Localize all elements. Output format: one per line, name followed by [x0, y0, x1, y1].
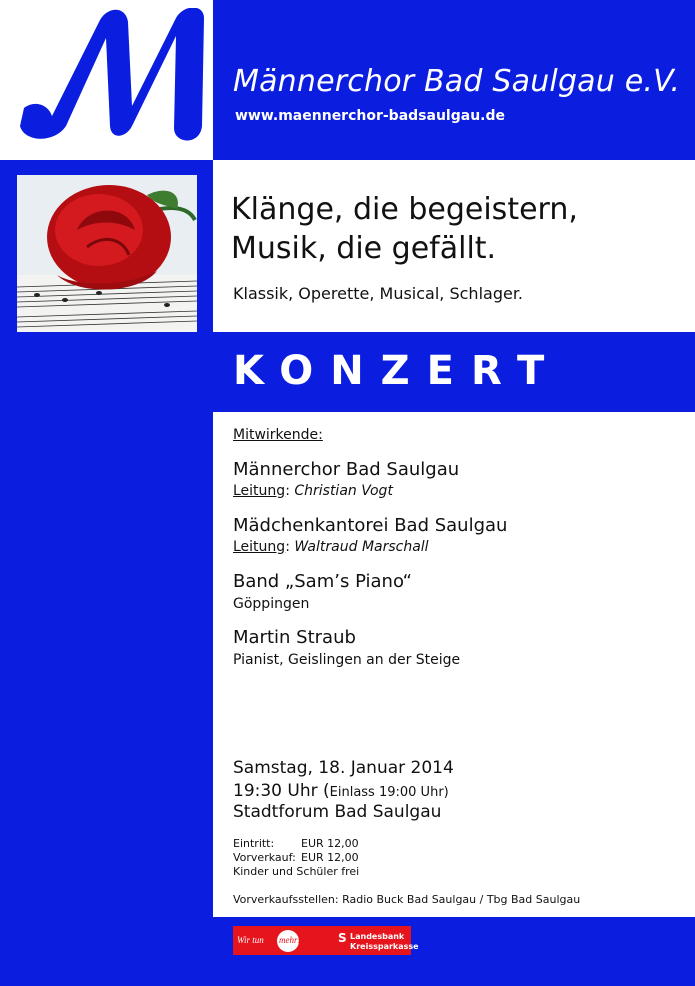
performer-detail: Pianist, Geislingen an der Steige — [233, 652, 461, 668]
logo-letter: M — [14, 8, 15, 9]
slogan-line-1: Klänge, die begeistern, — [231, 192, 578, 227]
leader-name: Christian Vogt — [294, 483, 393, 499]
presale-points: Vorverkaufsstellen: Radio Buck Bad Saulgau / Tbg Bad Saulgau — [233, 893, 581, 906]
konzert-heading: KONZERT — [233, 348, 562, 394]
start-time: 19:30 Uhr ( — [233, 781, 330, 801]
bank-name-line1: Landesbank — [350, 932, 405, 941]
leader-separator: : — [285, 483, 295, 499]
performer-name: Männerchor Bad Saulgau — [233, 459, 460, 480]
leader-label: Leitung — [233, 483, 286, 499]
performer-name: Mädchenkantorei Bad Saulgau — [233, 515, 508, 536]
sponsor-slogan-a: Wir tun — [237, 935, 264, 945]
doors-open: Einlass 19:00 Uhr) — [329, 785, 449, 800]
presale-price: EUR 12,00 — [301, 851, 359, 864]
leader-label: Leitung — [233, 539, 286, 555]
leader-name: Waltraud Marschall — [294, 539, 429, 555]
performer-name: Band „Sam’s Piano“ — [233, 571, 412, 592]
leader-separator: : — [285, 539, 295, 555]
m-logo — [14, 8, 204, 148]
bank-name-line2: Kreissparkasse — [350, 942, 419, 951]
performer-detail — [233, 483, 393, 499]
presale-label: Vorverkauf: — [233, 851, 296, 864]
sparkasse-icon: S — [338, 931, 347, 945]
performer-detail: Göppingen — [233, 596, 310, 612]
sponsor-banner — [233, 926, 419, 955]
rose-photo — [17, 175, 197, 332]
event-date: Samstag, 18. Januar 2014 — [233, 758, 454, 778]
slogan-line-2: Musik, die gefällt. — [231, 231, 497, 266]
event-venue: Stadtforum Bad Saulgau — [233, 802, 442, 822]
entry-label: Eintritt: — [233, 837, 275, 850]
performer-detail — [233, 539, 429, 555]
performer-name: Martin Straub — [233, 627, 356, 648]
participants-heading: Mitwirkende: — [233, 427, 323, 443]
event-time — [233, 781, 449, 801]
genres-line: Klassik, Operette, Musical, Schlager. — [233, 284, 524, 303]
logo-box — [0, 0, 213, 160]
free-entry-note: Kinder und Schüler frei — [233, 865, 360, 878]
website-link[interactable]: www.maennerchor-badsaulgau.de — [235, 108, 505, 124]
org-name: Männerchor Bad Saulgau e.V. — [233, 64, 681, 99]
sponsor-slogan-b: mehr! — [279, 935, 301, 945]
entry-price: EUR 12,00 — [301, 837, 359, 850]
